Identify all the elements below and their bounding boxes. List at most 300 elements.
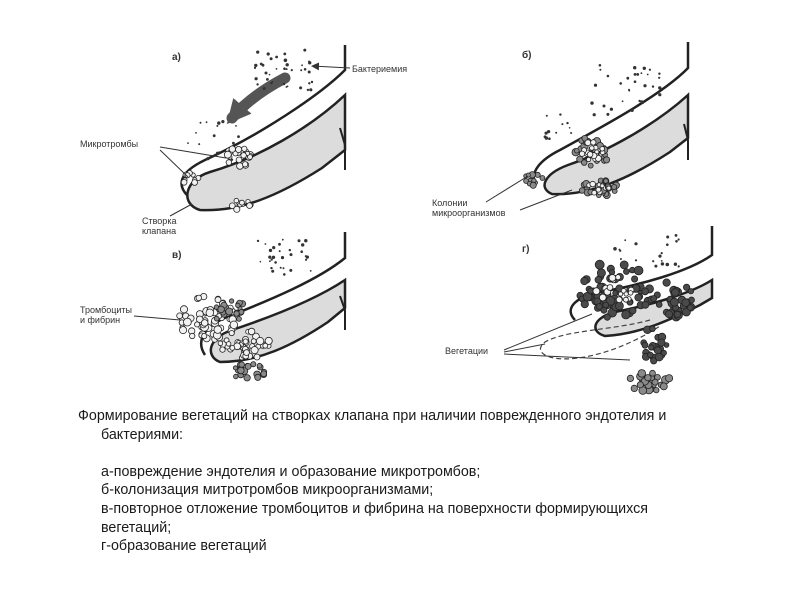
vegetation-cell: [638, 370, 646, 378]
bacterium: [678, 265, 680, 267]
bacterium: [213, 134, 216, 137]
vegetation-cell: [607, 285, 613, 291]
bacterium: [647, 74, 649, 76]
bacterium: [545, 136, 548, 139]
vegetation-cell: [660, 383, 667, 390]
microthrombus-cell: [234, 206, 240, 212]
bacterium: [630, 109, 633, 112]
bacterium: [283, 273, 286, 276]
vegetation-cell: [604, 314, 610, 320]
panel-b-colonies-pointer-1: [486, 176, 528, 202]
vegetation-cell: [656, 302, 662, 308]
colony-cell: [604, 179, 609, 184]
bacterium: [661, 262, 664, 265]
platelet: [229, 331, 234, 336]
bacterium: [301, 243, 304, 246]
bacterium: [217, 121, 220, 124]
bacterium: [206, 157, 209, 160]
vegetation-cell: [616, 275, 621, 280]
bacterium: [270, 82, 272, 84]
bacterium: [282, 239, 284, 241]
vegetation-cell: [642, 342, 648, 348]
bacterium: [221, 120, 224, 123]
vegetation-cell: [581, 300, 588, 307]
vegetation-cell: [650, 326, 656, 332]
microthrombus-cell: [247, 203, 253, 209]
vegetation-cell: [666, 375, 673, 382]
vegetation-cell: [670, 298, 678, 306]
bacterium: [674, 263, 677, 266]
bacterium: [279, 250, 281, 252]
fibrin-cell: [236, 303, 240, 307]
bacterium: [642, 102, 644, 104]
vegetation-cell: [649, 345, 654, 350]
fibrin-cell: [238, 367, 245, 374]
bacterium: [260, 261, 262, 263]
figure-caption: [78, 407, 778, 556]
microthrombus-cell: [226, 160, 232, 166]
platelet: [254, 354, 260, 360]
microthrombus-cell: [224, 151, 231, 158]
bacterium: [633, 66, 636, 69]
microthrombus-cell: [236, 146, 242, 152]
platelet: [230, 321, 238, 329]
colony-cell: [604, 157, 610, 163]
panel-v-bacteria: [257, 239, 312, 276]
bacterium: [275, 56, 278, 59]
caption-title-line-1: Формирование вегетаций на створках клапана при наличии поврежденного эндотелия и: [78, 408, 667, 424]
bacterium: [624, 239, 626, 241]
vegetation-cell: [599, 294, 606, 301]
bacterium: [666, 263, 670, 267]
microthrombus-cell: [236, 157, 242, 163]
bacterium: [548, 137, 551, 140]
bacterium: [232, 142, 235, 145]
vegetation-cell: [648, 352, 654, 358]
bacterium: [305, 259, 307, 261]
vegetation-cell: [672, 289, 680, 297]
colony-cell: [612, 184, 617, 189]
bacterium: [613, 247, 617, 251]
platelet: [218, 341, 223, 346]
bacterium: [678, 238, 680, 240]
panel-a-annotation-leaflet-2: клапана: [142, 226, 177, 236]
panel-a-microthrombi-pointer-2: [160, 150, 188, 177]
bacterium: [289, 249, 291, 251]
colony-cell: [585, 140, 591, 146]
bacterium: [658, 86, 661, 89]
panel-a-label: а): [172, 52, 181, 63]
bacterium: [635, 259, 637, 261]
bacterium: [300, 69, 302, 71]
platelet: [251, 347, 258, 354]
bacterium: [276, 68, 278, 70]
vegetation-cell: [658, 339, 665, 346]
bacterium: [304, 239, 307, 242]
bacterium: [658, 255, 661, 258]
vegetation-cell: [674, 311, 680, 317]
fibrin-cell: [234, 374, 239, 379]
bacterium: [594, 84, 597, 87]
vegetation-cell: [622, 311, 630, 319]
fibrin-cell: [226, 308, 233, 315]
bacterium: [290, 253, 293, 256]
bacterium: [283, 267, 285, 269]
bacterium: [286, 68, 288, 70]
bacterium: [299, 86, 302, 89]
vegetation-cell: [632, 276, 638, 282]
colony-cell: [596, 187, 601, 192]
bacterium: [281, 256, 284, 259]
platelet: [244, 350, 250, 356]
vegetation-cell: [645, 375, 651, 381]
bacterium: [308, 71, 311, 74]
platelet: [180, 327, 187, 334]
vegetation-cell: [581, 277, 588, 284]
bacterium: [641, 72, 643, 74]
vegetation-cell: [630, 308, 636, 314]
bacterium: [311, 81, 313, 83]
bacterium: [566, 122, 568, 124]
bacterium: [274, 261, 277, 264]
vegetation-cell: [631, 385, 637, 391]
bacterium: [569, 127, 571, 129]
bacterium: [607, 75, 610, 78]
bacterium: [599, 69, 601, 71]
bacterium: [638, 100, 640, 102]
bacterium: [619, 250, 621, 252]
panel-b-label: б): [522, 50, 532, 61]
vegetation-cell: [620, 261, 628, 269]
colony-cell: [579, 151, 584, 156]
vegetation-cell: [655, 353, 663, 361]
platelet: [248, 328, 255, 335]
bacterium: [270, 267, 272, 269]
platelet: [251, 339, 256, 344]
bacterium: [658, 93, 661, 96]
fibrin-cell: [251, 362, 256, 367]
panel-a-annotation-bacteremia: Бактериемия: [352, 64, 408, 74]
vegetation-cell: [634, 266, 643, 275]
fibrin-cell: [234, 311, 239, 316]
fibrin-cell: [233, 366, 237, 370]
bacterium: [652, 260, 654, 262]
bacterium: [272, 246, 275, 249]
caption-item-v: в-повторное отложение тромбоцитов и фибрина на поверхности формирующихся: [101, 500, 648, 517]
platelet: [214, 326, 222, 334]
bacterium: [654, 265, 657, 268]
panel-a-leaflet: [187, 95, 345, 210]
vegetation-cell: [595, 276, 602, 283]
fibrin-cell: [261, 371, 267, 377]
fibrin-cell: [257, 363, 262, 368]
bacterium: [263, 87, 266, 90]
bacterium: [195, 132, 197, 134]
bacterium: [634, 80, 637, 83]
platelet: [263, 343, 268, 348]
bacterium: [661, 252, 663, 254]
panel-v-platelets-pointer: [134, 316, 180, 320]
colony-cell: [600, 184, 604, 188]
bacterium: [265, 243, 267, 245]
vegetation-cell: [682, 299, 690, 307]
bacterium: [561, 123, 563, 125]
panel-v-annotation-platelets-1: Тромбоциты: [80, 305, 133, 315]
bacterium: [269, 249, 272, 252]
bacterium: [265, 72, 268, 75]
platelet: [220, 347, 225, 352]
bacterium: [187, 142, 189, 144]
bacterium: [270, 57, 273, 60]
panel-v-label: в): [172, 250, 182, 261]
panel-g-label: г): [522, 244, 530, 255]
platelet: [177, 313, 183, 319]
bacterium: [267, 52, 270, 55]
bacterium: [216, 125, 218, 127]
bacterium: [300, 250, 303, 253]
microthrombus-cell: [192, 180, 198, 186]
platelet: [184, 318, 192, 326]
microthrombus-cell: [181, 179, 187, 185]
panel-b-annotation-colonies-2: микроорганизмов: [432, 208, 506, 218]
bacterium: [666, 243, 669, 246]
bacterium: [291, 69, 293, 71]
bacterium: [310, 270, 312, 272]
bacterium: [303, 49, 306, 52]
bacterium: [545, 132, 548, 135]
bacterium: [280, 267, 282, 269]
vegetation-cell: [595, 260, 604, 269]
bacterium: [289, 269, 292, 272]
bacterium: [268, 256, 271, 259]
bacterium: [628, 90, 630, 92]
vegetation-cell: [654, 388, 659, 393]
bacterium: [283, 53, 286, 56]
bacterium: [661, 260, 663, 262]
fibrin-cell: [244, 375, 250, 381]
vegetation-cell: [623, 297, 628, 302]
bacterium: [254, 67, 256, 69]
bacterium: [649, 69, 651, 71]
microthrombus-cell: [242, 146, 247, 151]
panel-a: [80, 45, 407, 236]
vegetation-cell: [597, 269, 605, 277]
bacterium: [257, 240, 259, 242]
microthrombus-cell: [248, 155, 253, 160]
bacterium: [622, 100, 624, 102]
vegetation-cell: [635, 294, 642, 301]
microthrombus-cell: [239, 200, 244, 205]
bacterium: [269, 74, 271, 76]
colony-cell: [607, 186, 611, 190]
bacterium: [308, 61, 310, 63]
colony-cell: [540, 176, 545, 181]
panel-g: [445, 226, 712, 394]
bacterium: [269, 260, 271, 262]
bacterium: [620, 258, 622, 260]
panel-b-leaflet: [545, 95, 688, 194]
vegetation-cell: [616, 297, 622, 303]
bacterium: [260, 63, 263, 66]
caption-item-v-continued: вегетаций;: [101, 519, 172, 536]
bacterium: [287, 86, 289, 88]
panel-b-annotation-colonies-1: Колонии: [432, 198, 468, 208]
bacterium: [306, 256, 309, 259]
platelet: [243, 339, 248, 344]
colony-cell: [600, 147, 605, 152]
panel-a-annotation-leaflet-1: Створка: [142, 216, 177, 226]
panel-b: [432, 42, 688, 218]
bacterium: [283, 83, 285, 85]
vegetation-cell: [618, 292, 622, 296]
colony-cell: [590, 181, 596, 187]
bacterium: [286, 63, 289, 66]
vegetation-cell: [593, 288, 600, 295]
fibrin-cell: [214, 316, 219, 321]
colony-cell: [586, 157, 590, 161]
bacterium: [599, 64, 602, 67]
fibrin-cell: [237, 317, 242, 322]
platelet: [195, 322, 200, 327]
bacterium: [619, 82, 622, 85]
platelet: [202, 334, 207, 339]
platelet: [230, 346, 235, 351]
colony-cell: [530, 182, 536, 188]
microthrombus-cell: [242, 162, 247, 167]
panel-v-annotation-platelets-2: и фибрин: [80, 315, 121, 325]
vegetation-cell: [688, 289, 693, 294]
caption-item-g: г-образование вегетаций: [101, 538, 267, 555]
bacterium: [546, 115, 548, 117]
bacterium: [216, 152, 219, 155]
platelet: [190, 333, 195, 338]
bacterium: [255, 77, 258, 80]
bacterium: [666, 236, 669, 239]
bacterium: [570, 132, 572, 134]
bacterium: [309, 88, 312, 91]
microthrombus-cell: [229, 146, 235, 152]
bacterium: [610, 108, 613, 111]
bacterium: [590, 101, 593, 104]
bacterium: [658, 77, 660, 79]
bacterium: [256, 83, 258, 85]
bacterium: [606, 113, 609, 116]
bacterium: [200, 122, 202, 124]
bacterium: [643, 67, 646, 70]
vegetation-cell: [665, 311, 672, 318]
platelet: [196, 295, 202, 301]
bacterium: [254, 64, 257, 67]
bacterium: [643, 84, 646, 87]
bacterium: [636, 73, 639, 76]
platelet: [201, 320, 208, 327]
bacterium: [272, 256, 275, 259]
vegetation-cell: [651, 296, 657, 302]
colony-cell: [590, 146, 595, 151]
caption-spacer: [78, 444, 778, 463]
colony-cell: [588, 163, 593, 168]
fibrin-cell: [218, 306, 225, 313]
bacterium: [634, 73, 637, 76]
bacterium: [271, 270, 274, 273]
vegetation-cell: [603, 302, 609, 308]
bacterium: [675, 234, 678, 237]
bacterium: [308, 82, 310, 84]
bacterium: [283, 67, 286, 70]
platelet: [206, 309, 214, 317]
colony-cell: [587, 152, 593, 158]
panel-g-annotation-vegetations: Вегетации: [445, 346, 489, 356]
bacterium: [652, 85, 654, 87]
bacterium: [278, 243, 281, 246]
vegetation-cell: [624, 269, 630, 275]
fibrin-cell: [239, 362, 245, 368]
bacterium: [235, 125, 237, 127]
vegetation-cell: [637, 382, 643, 388]
vegetation-cell: [609, 275, 616, 282]
panel-b-colonies-pointer-2: [520, 190, 572, 210]
bacterium: [559, 113, 561, 115]
platelet: [180, 306, 187, 313]
bacterium: [675, 240, 678, 243]
bacterium: [555, 132, 557, 134]
colony-cell: [575, 149, 580, 154]
bacterium: [307, 89, 309, 91]
vegetation-cell: [627, 375, 633, 381]
microthrombus-cell: [241, 153, 247, 159]
bacterium: [626, 77, 629, 80]
bacterium: [304, 68, 307, 71]
bacterium: [284, 59, 288, 63]
bacterium: [266, 78, 269, 81]
caption-item-b: б-колонизация митротромбов микроорганизмами;: [101, 482, 434, 499]
panel-a-annotation-microthrombi: Микротромбы: [80, 139, 139, 149]
fibrin-cell: [245, 363, 251, 369]
bacterium: [256, 51, 259, 54]
vegetation-cell: [642, 288, 649, 295]
bacterium: [298, 239, 301, 242]
caption-item-a: а-повреждение эндотелия и образование микротромбов;: [101, 463, 481, 480]
bacterium: [206, 121, 208, 123]
bacterium: [603, 105, 606, 108]
vegetation-cell: [596, 304, 602, 310]
bacterium: [634, 242, 637, 245]
colony-cell: [591, 140, 596, 145]
panel-v: [80, 232, 345, 381]
bacterium: [301, 64, 303, 66]
bacterium: [237, 135, 240, 138]
caption-title-line-2: бактериями:: [101, 426, 184, 443]
vegetation-cell: [615, 302, 623, 310]
panel-a-microthrombi-pointer-1: [160, 147, 226, 158]
microthrombus-cell: [234, 198, 239, 203]
vegetation-cell: [624, 292, 628, 296]
colony-cell: [581, 160, 587, 166]
vegetation-cell: [663, 279, 670, 286]
fibrin-cell: [229, 299, 233, 303]
platelet: [256, 337, 263, 344]
bacterium: [198, 143, 200, 145]
bacterium: [593, 113, 596, 116]
platelet: [226, 342, 231, 347]
fibrin-cell: [255, 374, 261, 380]
bacterium: [658, 73, 660, 75]
fibrin-cell: [239, 310, 244, 315]
colony-cell: [579, 188, 585, 194]
panel-a-leaflet-pointer: [170, 204, 192, 216]
vegetation-cell: [642, 301, 649, 308]
vegetation-cell: [628, 291, 633, 296]
